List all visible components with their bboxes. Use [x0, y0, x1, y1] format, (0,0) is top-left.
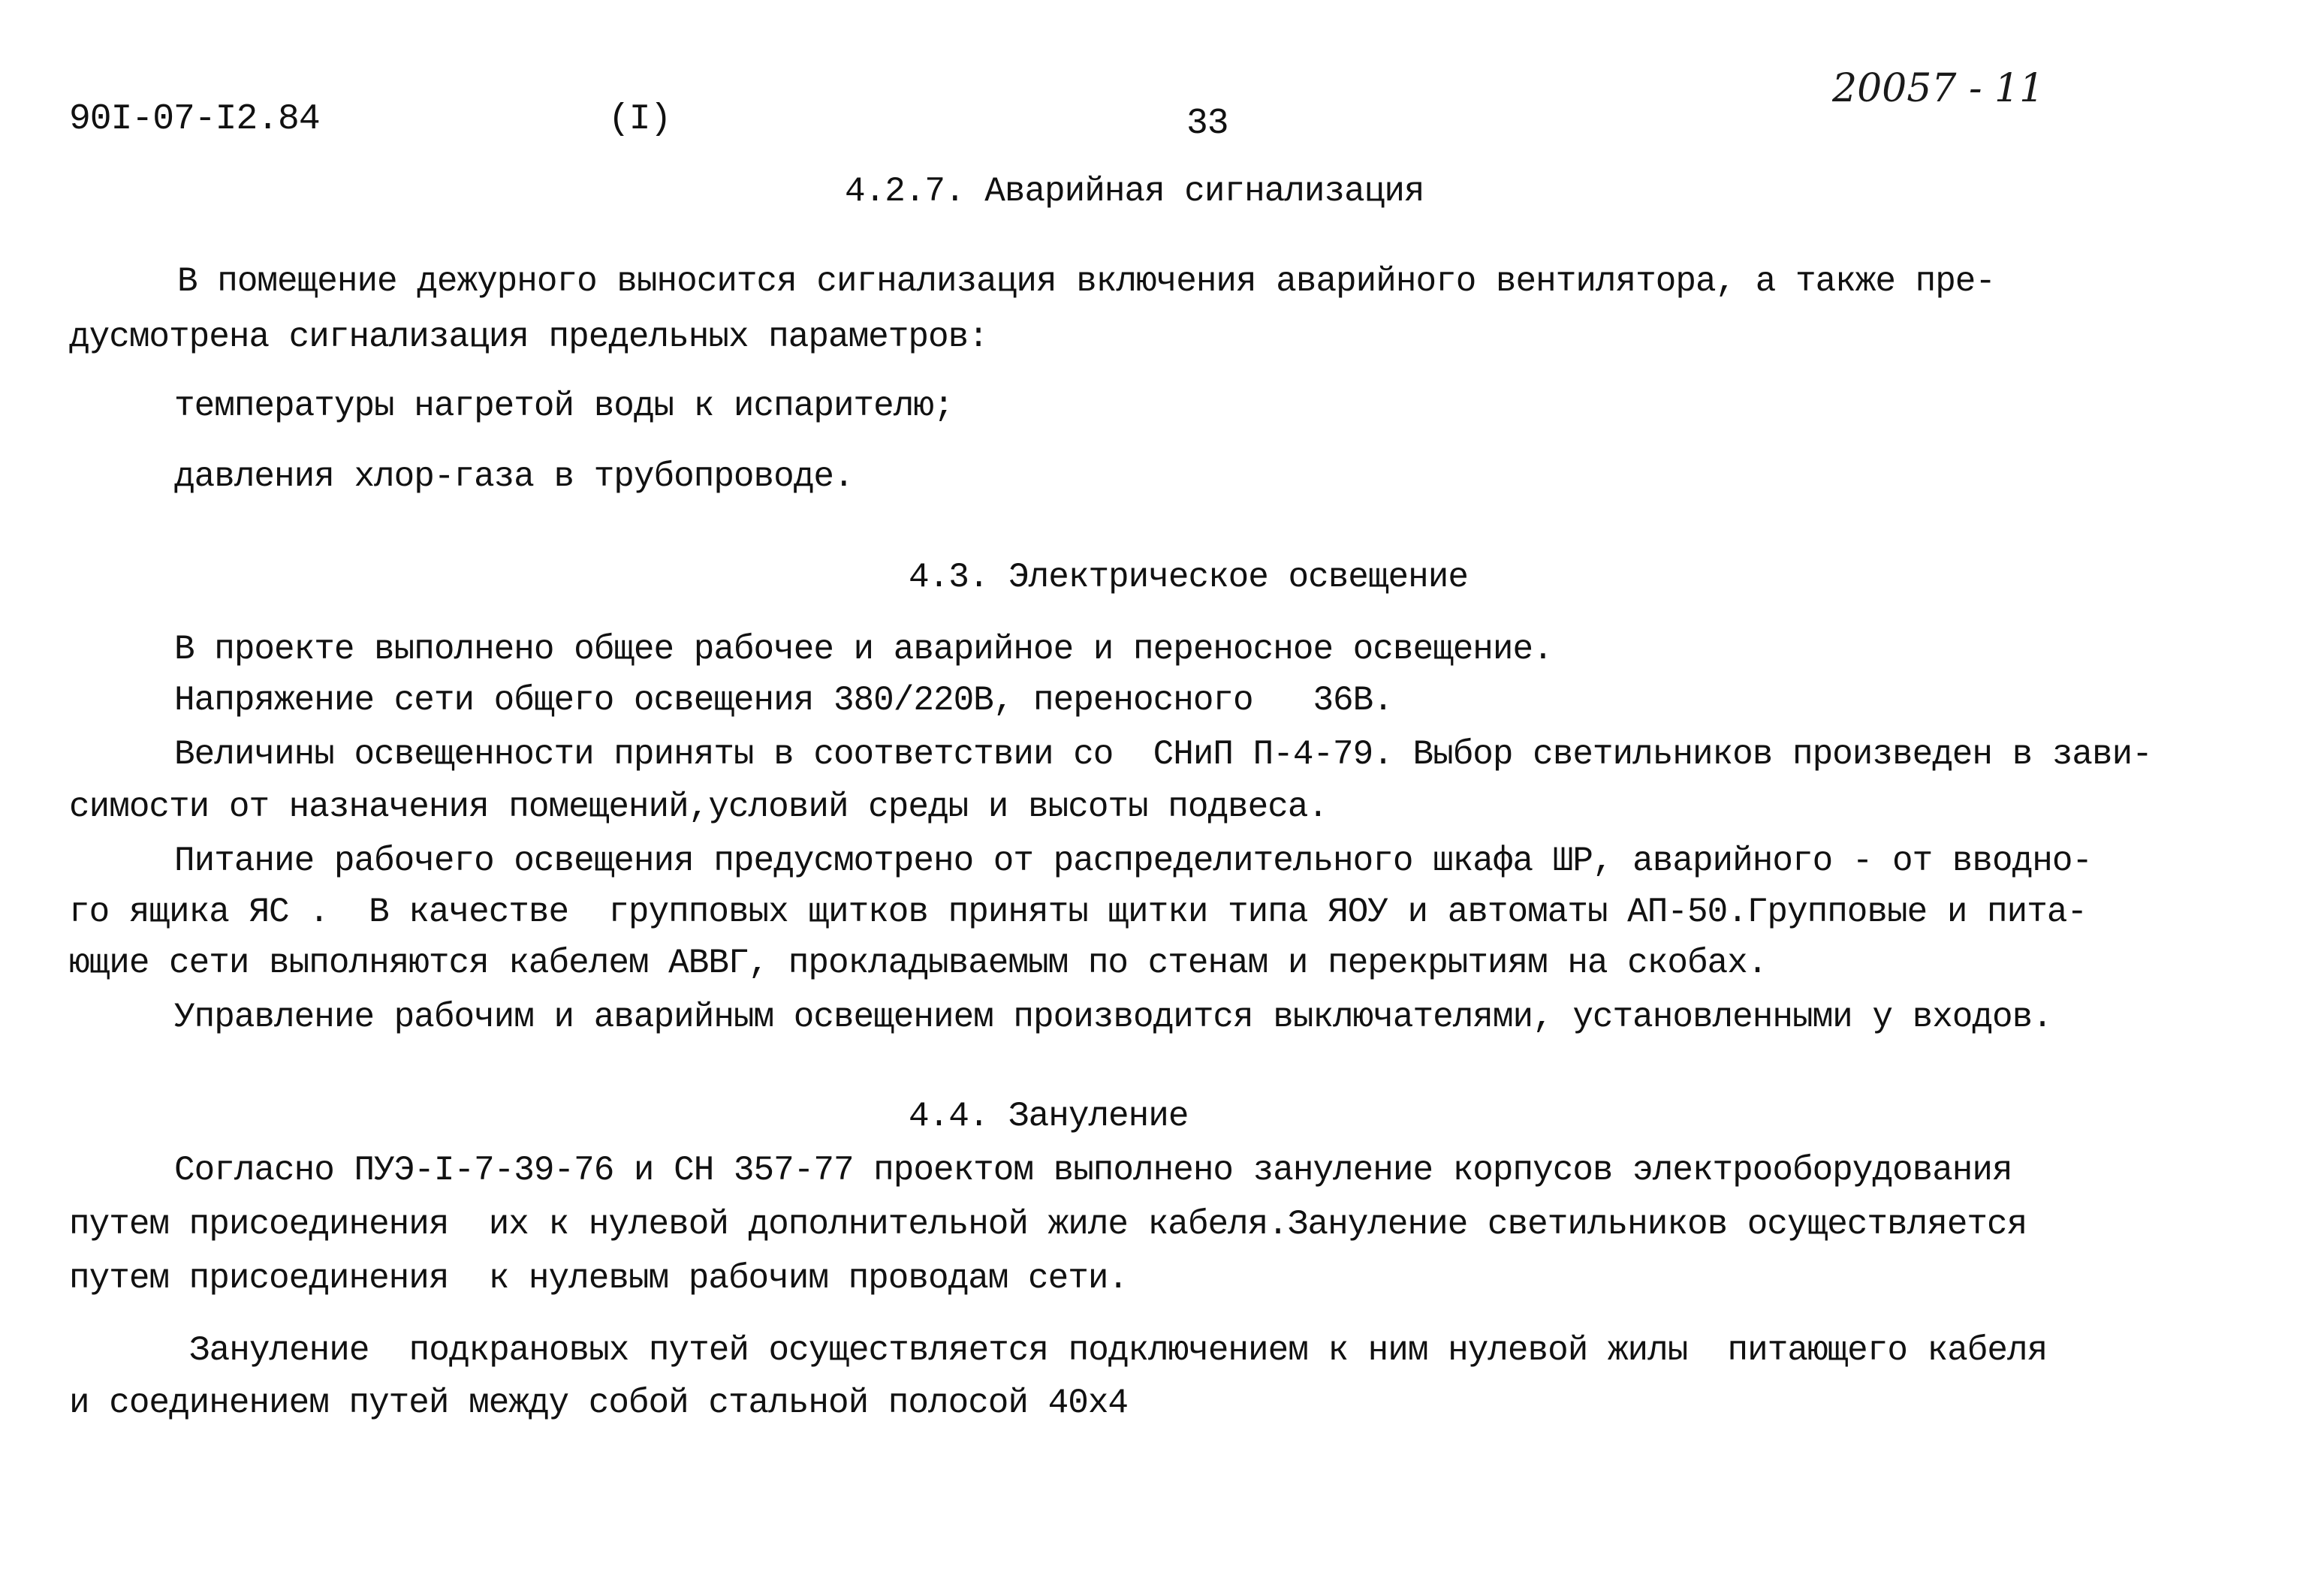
paragraph-line: давления хлор-газа в трубопроводе. [174, 457, 854, 496]
document-code: 90I-07-I2.84 [69, 99, 320, 140]
paragraph-line: симости от назначения помещений,условий среды и высоты подвеса. [69, 787, 1328, 827]
page-number: 33 [1186, 104, 1228, 144]
paragraph-line: путем присоединения к нулевым рабочим проводам сети. [69, 1259, 1129, 1298]
document-part: (I) [608, 99, 671, 140]
section-heading-4-3: 4.3. Электрическое освещение [909, 558, 1468, 597]
paragraph-line: ющие сети выполняются кабелем АВВГ, прокладываемым по стенам и перекрытиям на скобах. [69, 944, 1768, 983]
paragraph-line: Величины освещенности приняты в соответствии со СНиП П-4-79. Выбор светильников произведен в зави- [174, 735, 2152, 774]
paragraph-line: путем присоединения их к нулевой дополнительной жиле кабеля.Зануление светильников осуществляется [69, 1205, 2027, 1244]
paragraph-line: Напряжение сети общего освещения 380/220В, переносного 36В. [174, 681, 1393, 720]
paragraph-line: В помещение дежурного выносится сигнализация включения аварийного вентилятора, а также пре- [177, 262, 1996, 301]
paragraph-line: дусмотрена сигнализация предельных параметров: [69, 318, 988, 357]
section-heading-4-4: 4.4. Зануление [909, 1097, 1189, 1136]
paragraph-line: Зануление подкрановых путей осуществляется подключением к ним нулевой жилы питающего кабеля [189, 1331, 2048, 1370]
paragraph-line: Согласно ПУЭ-I-7-39-76 и СН 357-77 проектом выполнено зануление корпусов электрооборудования [174, 1151, 2012, 1190]
paragraph-line: го ящика ЯС . В качестве групповых щитков приняты щитки типа ЯОУ и автоматы АП-50.Групповые и пита- [69, 893, 2087, 932]
paragraph-line: Питание рабочего освещения предусмотрено от распределительного шкафа ШР, аварийного - от вводно- [174, 842, 2093, 881]
handwritten-reference: 20057 - 11 [1832, 66, 2045, 111]
paragraph-line: Управление рабочим и аварийным освещением производится выключателями, установленными у входов. [174, 998, 2052, 1037]
section-heading-4-2-7: 4.2.7. Аварийная сигнализация [845, 172, 1424, 211]
paragraph-line: и соединением путей между собой стальной полосой 40х4 [69, 1384, 1129, 1423]
paragraph-line: температуры нагретой воды к испарителю; [174, 387, 954, 426]
paragraph-line: В проекте выполнено общее рабочее и аварийное и переносное освещение. [174, 630, 1553, 669]
